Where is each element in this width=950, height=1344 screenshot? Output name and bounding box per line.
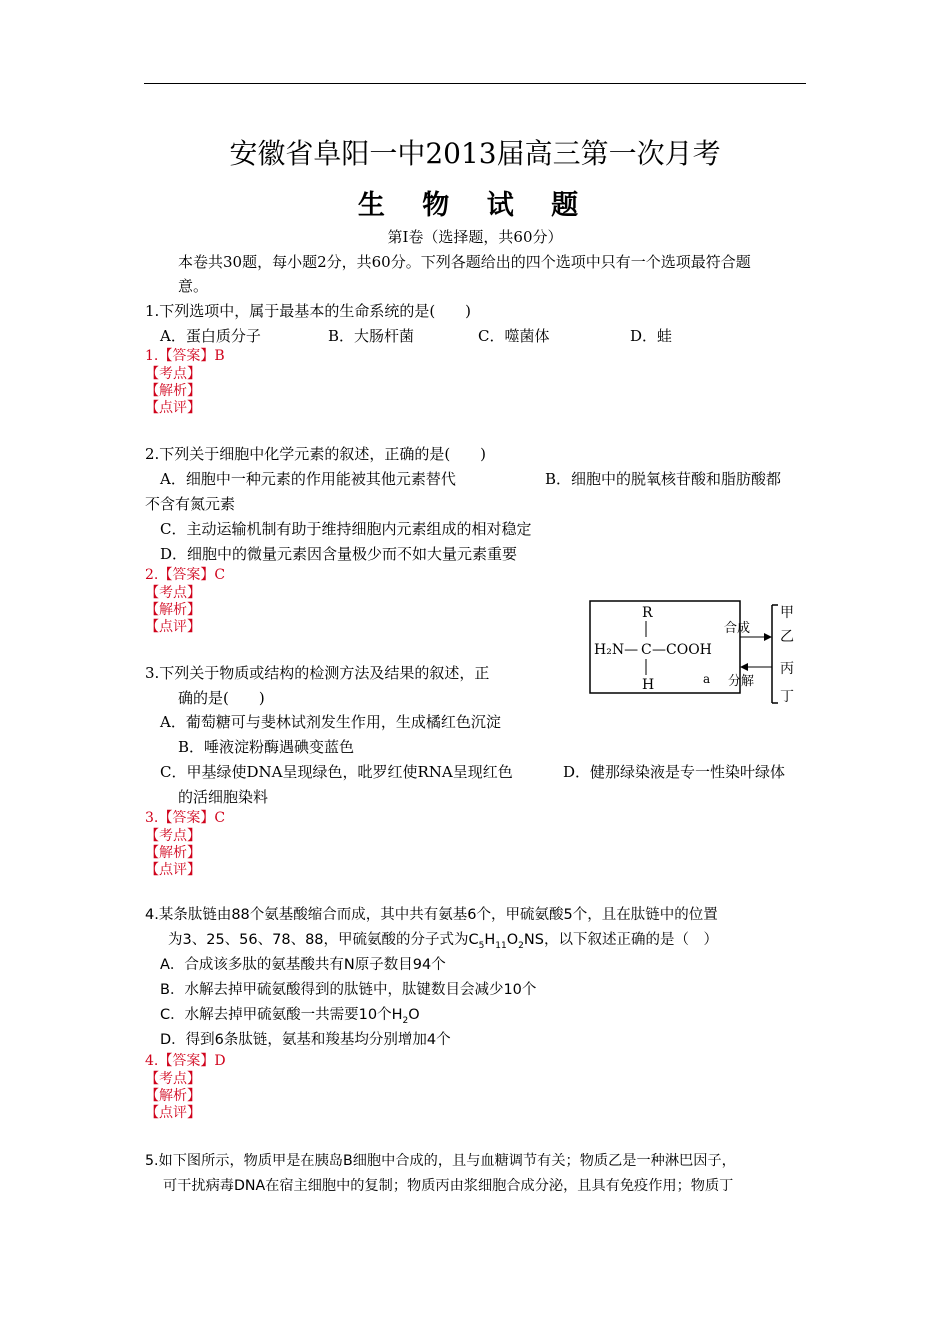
q5-stem: 5.如下图所示，物质甲是在胰岛B细胞中合成的，且与血糖调节有关；物质乙是一种淋巴因子， (145, 1153, 736, 1169)
q1-jiexi: 【解析】 (145, 383, 201, 399)
formula-h: H (484, 932, 496, 948)
q3-dianping: 【点评】 (145, 862, 201, 878)
q4-jiexi: 【解析】 (145, 1088, 201, 1104)
intro-text: 本卷共30题，每小题2分，共60分。下列各题给出的四个选项中只有一个选项最符合题 (178, 253, 751, 271)
q4-stem: 4.某条肽链由88个氨基酸缩合而成，其中共有氨基6个，甲硫氨酸5个，且在肽链中的位置 (145, 907, 718, 923)
q3-stem: 3.下列关于物质或结构的检测方法及结果的叙述，正 (145, 664, 490, 682)
q1-option-b: B．大肠杆菌 (328, 327, 415, 345)
q3-kaodian: 【考点】 (145, 828, 201, 844)
q1-stem: 1.下列选项中，属于最基本的生命系统的是( ) (145, 302, 472, 320)
q3-option-b: B．唾液淀粉酶遇碘变蓝色 (178, 738, 355, 756)
q4-option-c-tail: O (408, 1007, 420, 1023)
q3-stem-cont: 确的是( ) (178, 689, 265, 707)
diagram-decomp-label: 分解 (728, 674, 755, 689)
q2-option-d: D．细胞中的微量元素因含量极少而不如大量元素重要 (160, 545, 518, 563)
q3-jiexi: 【解析】 (145, 845, 201, 861)
q3-option-d-cont: 的活细胞染料 (178, 788, 269, 806)
page-title: 安徽省阜阳一中2013届高三第一次月考 (229, 137, 721, 170)
water-sub: 2 (402, 1015, 409, 1026)
intro-text-cont: 意。 (178, 277, 209, 295)
amino-acid-diagram (588, 599, 820, 711)
q4-answer: 4.【答案】D (145, 1053, 226, 1069)
q1-option-c: C．噬菌体 (478, 327, 550, 345)
q4-option-c-text: C．水解去掉甲硫氨酸一共需要10个H (160, 1007, 403, 1023)
q2-option-c: C．主动运输机制有助于维持细胞内元素组成的相对稳定 (160, 520, 532, 538)
page-subtitle: 生 物 试 题 (357, 190, 593, 221)
q2-option-b: B．细胞中的脱氧核苷酸和脂肪酸都 (545, 470, 782, 488)
formula-c-sub: 5 (478, 940, 485, 951)
decomp-arrowhead (740, 663, 748, 671)
formula-o: O (506, 932, 519, 948)
q3-option-c: C．甲基绿使DNA呈现绿色，吡罗红使RNA呈现红色 (160, 763, 513, 781)
q4-kaodian: 【考点】 (145, 1071, 201, 1087)
q3-answer: 3.【答案】C (145, 810, 226, 826)
q2-dianping: 【点评】 (145, 619, 201, 635)
q3-option-a: A．葡萄糖可与斐林试剂发生作用，生成橘红色沉淀 (160, 713, 501, 731)
q2-kaodian: 【考点】 (145, 585, 201, 601)
q1-kaodian: 【考点】 (145, 366, 201, 382)
q5-stem-cont: 可干扰病毒DNA在宿主细胞中的复制；物质丙由浆细胞合成分泌，且具有免疫作用；物质丁 (163, 1178, 734, 1194)
header-rule (144, 83, 806, 84)
q2-answer: 2.【答案】C (145, 567, 226, 583)
q2-option-a: A．细胞中一种元素的作用能被其他元素替代 (160, 470, 456, 488)
q4-stem-text: 为3、25、56、78、88，甲硫氨酸的分子式为C (168, 932, 479, 948)
q1-answer: 1.【答案】B (145, 348, 225, 364)
q1-option-a: A．蛋白质分子 (160, 327, 261, 345)
diagram-synth-label: 合成 (724, 621, 751, 636)
q4-option-b: B．水解去掉甲硫氨酸得到的肽链中，肽键数目会减少10个 (160, 982, 537, 998)
diagram-h: H (642, 677, 655, 693)
diagram-h2n: H₂N— (594, 642, 639, 658)
q4-option-a: A．合成该多肽的氨基酸共有N原子数目94个 (160, 957, 446, 973)
q2-option-b-cont: 不含有氮元素 (145, 495, 236, 513)
diagram-a: a (703, 672, 711, 686)
q4-stem-tail: NS，以下叙述正确的是（ ） (523, 932, 718, 948)
diagram-jia: 甲 (780, 605, 794, 621)
diagram-bing: 丙 (780, 661, 794, 677)
diagram-ding: 丁 (780, 689, 794, 705)
q3-option-d: D．健那绿染液是专一性染叶绿体 (563, 763, 786, 781)
q2-stem: 2.下列关于细胞中化学元素的叙述，正确的是( ) (145, 445, 487, 463)
formula-h-sub: 11 (495, 940, 507, 951)
q4-dianping: 【点评】 (145, 1105, 201, 1121)
synth-arrowhead (764, 633, 772, 641)
q4-option-d: D．得到6条肽链，氨基和羧基均分别增加4个 (160, 1032, 451, 1048)
diagram-r: R (642, 605, 653, 621)
q1-option-d: D．蛙 (630, 327, 673, 345)
section-heading: 第Ⅰ卷（选择题，共60分） (387, 228, 563, 246)
formula-o-sub: 2 (518, 940, 524, 951)
diagram-cooh: —COOH (652, 642, 712, 658)
q4-option-c (160, 1005, 420, 1025)
q4-stem-cont (168, 930, 718, 950)
q2-jiexi: 【解析】 (145, 602, 201, 618)
q1-dianping: 【点评】 (145, 400, 201, 416)
diagram-yi: 乙 (780, 629, 794, 645)
diagram-c: C (641, 642, 652, 658)
